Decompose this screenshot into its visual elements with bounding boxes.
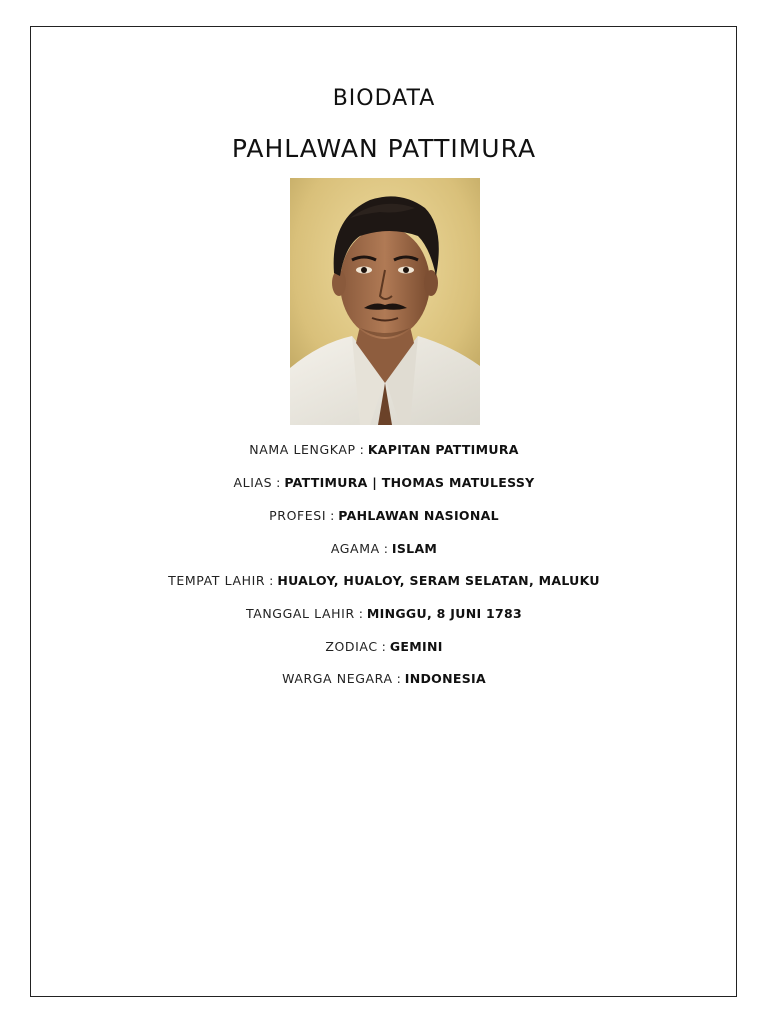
field-label: ALIAS — [233, 475, 273, 490]
field-label: TEMPAT LAHIR — [168, 573, 266, 588]
field-label: PROFESI — [269, 508, 327, 523]
field-value: KAPITAN PATTIMURA — [367, 442, 519, 457]
field-separator: : — [381, 639, 390, 654]
field-label: WARGA NEGARA — [282, 671, 393, 686]
field-nama-lengkap — [0, 441, 768, 459]
field-separator: : — [330, 508, 339, 523]
field-separator: : — [359, 442, 368, 457]
document-title: BIODATA — [332, 86, 436, 111]
field-separator: : — [396, 671, 405, 686]
portrait-image — [290, 178, 480, 425]
field-value: INDONESIA — [404, 671, 486, 686]
field-separator: : — [383, 541, 392, 556]
field-tanggal-lahir — [0, 605, 768, 623]
field-zodiac — [0, 638, 768, 656]
field-label: AGAMA — [330, 541, 380, 556]
field-value: PATTIMURA | THOMAS MATULESSY — [284, 475, 535, 490]
field-value: MINGGU, 8 JUNI 1783 — [366, 606, 523, 621]
field-agama — [0, 540, 768, 558]
field-tempat-lahir — [0, 572, 768, 590]
field-label: ZODIAC — [325, 639, 378, 654]
field-value: PAHLAWAN NASIONAL — [338, 508, 499, 523]
field-warga-negara — [0, 670, 768, 688]
field-value: GEMINI — [389, 639, 443, 654]
document-subtitle: PAHLAWAN PATTIMURA — [231, 134, 537, 163]
field-value: HUALOY, HUALOY, SERAM SELATAN, MALUKU — [277, 573, 600, 588]
field-separator: : — [358, 606, 367, 621]
field-label: NAMA LENGKAP — [249, 442, 356, 457]
field-value: ISLAM — [391, 541, 438, 556]
field-label: TANGGAL LAHIR — [245, 606, 355, 621]
field-separator: : — [276, 475, 285, 490]
field-alias — [0, 474, 768, 492]
field-profesi — [0, 507, 768, 525]
field-separator: : — [269, 573, 278, 588]
